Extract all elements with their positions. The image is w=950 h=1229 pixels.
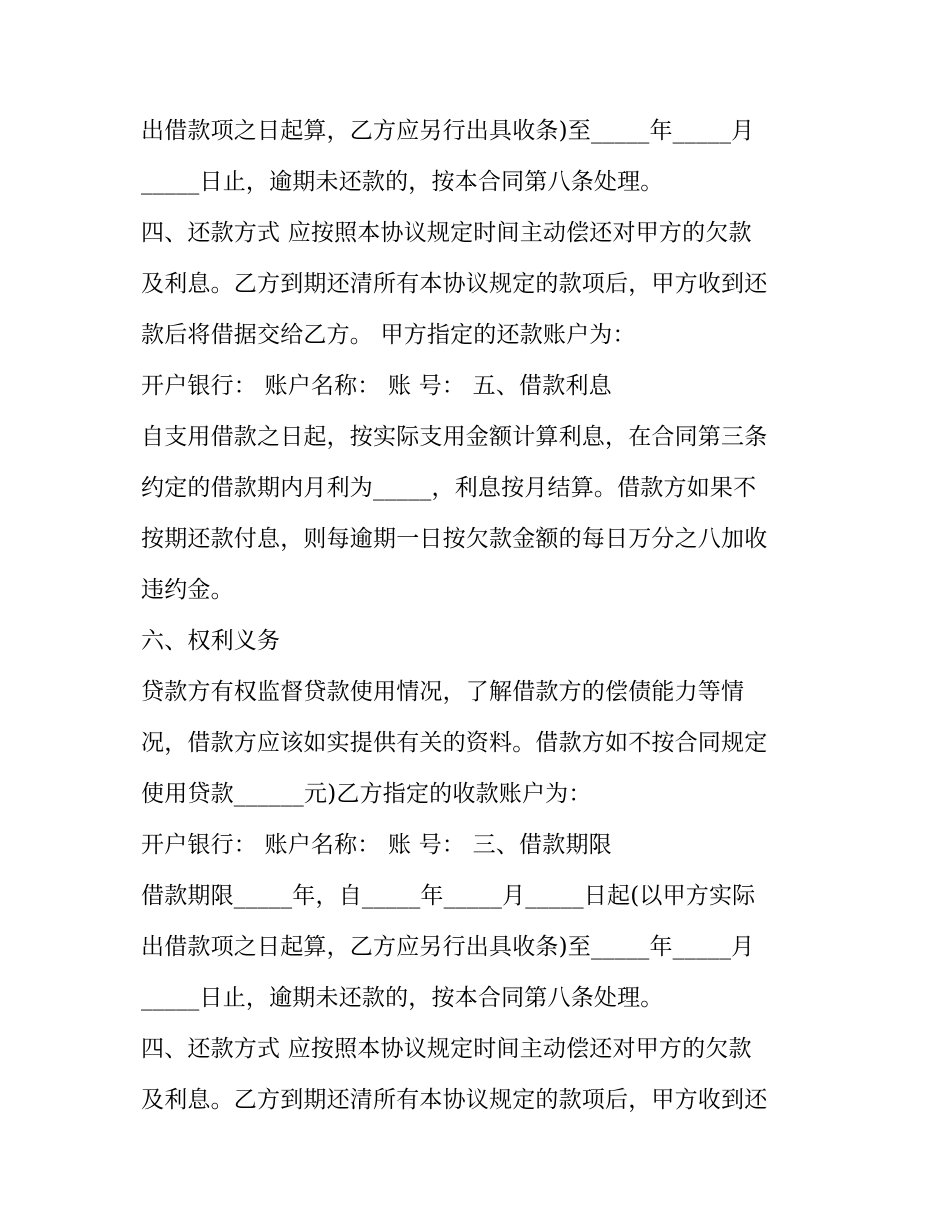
text-line: 开户银行： 账户名称： 账 号： 三、借款期限 [141, 832, 612, 858]
text-line: 自支用借款之日起，按实际支用金额计算利息，在合同第三条 [141, 424, 768, 450]
text-line: 按期还款付息，则每逾期一日按欠款金额的每日万分之八加收 [141, 526, 768, 552]
text-line: 贷款方有权监督贷款使用情况，了解借款方的偿债能力等情 [141, 679, 745, 705]
text-line: 四、还款方式 应按照本协议规定时间主动偿还对甲方的欠款 [141, 1036, 752, 1062]
text-line: 约定的借款期内月利为_____，利息按月结算。借款方如果不 [141, 475, 757, 501]
text-line: 使用贷款______元)乙方指定的收款账户为： [141, 781, 592, 807]
text-line: _____日止，逾期未还款的，按本合同第八条处理。 [141, 985, 664, 1011]
text-line: 出借款项之日起算，乙方应另行出具收条)至_____年_____月 [141, 118, 755, 144]
text-line: 及利息。乙方到期还清所有本协议规定的款项后，甲方收到还 [141, 271, 768, 297]
section-heading: 六、权利义务 [141, 628, 281, 654]
text-line: 借款期限_____年，自_____年_____月_____日起(以甲方实际 [141, 883, 756, 909]
text-line: 四、还款方式 应按照本协议规定时间主动偿还对甲方的欠款 [141, 220, 752, 246]
text-line: 开户银行： 账户名称： 账 号： 五、借款利息 [141, 373, 612, 399]
text-line: 及利息。乙方到期还清所有本协议规定的款项后，甲方收到还 [141, 1087, 768, 1113]
text-line: _____日止，逾期未还款的，按本合同第八条处理。 [141, 169, 664, 195]
text-line: 违约金。 [141, 577, 234, 603]
text-line: 出借款项之日起算，乙方应另行出具收条)至_____年_____月 [141, 934, 755, 960]
text-line: 款后将借据交给乙方。 甲方指定的还款账户为： [141, 322, 636, 348]
text-line: 况，借款方应该如实提供有关的资料。借款方如不按合同规定 [141, 730, 768, 756]
